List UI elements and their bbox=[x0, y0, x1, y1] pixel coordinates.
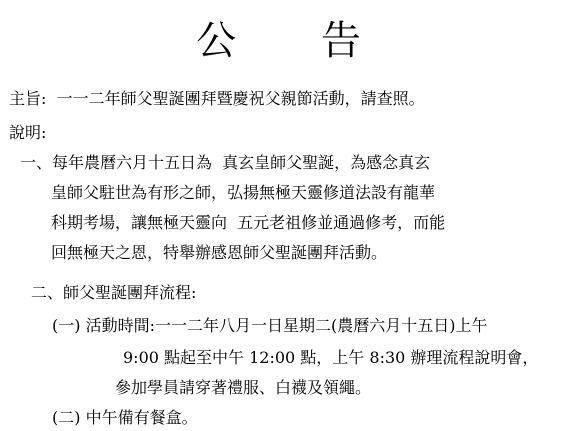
item2-sub2: (二) 中午備有餐盒。 bbox=[52, 408, 198, 427]
document-title: 公 告 bbox=[196, 18, 397, 64]
item2-sub1-line2: 9:00 點起至中午 12:00 點，上午 8:30 辦理流程說明會， bbox=[123, 348, 539, 367]
explanation-label: 說明: bbox=[9, 123, 47, 142]
item2-sub1-line1: (一) 活動時間:一一二年八月一日星期二(農曆六月十五日)上午 bbox=[52, 316, 488, 335]
item1-line1: 一、每年農曆六月十五日為 真玄皇師父聖誕，為感念真玄 bbox=[20, 153, 431, 172]
item1-line2: 皇師父駐世為有形之師，弘揚無極天靈修道法設有龍華 bbox=[51, 183, 436, 202]
item1-line3: 科期考場，讓無極天靈向 五元老祖修並通過修考，而能 bbox=[51, 213, 446, 232]
item2-sub1-line3: 參加學員請穿著禮服、白襪及領繩。 bbox=[115, 378, 372, 397]
item1-line4: 回無極天之恩，特舉辦感恩師父聖誕團拜活動。 bbox=[51, 243, 388, 262]
item2-heading: 二、師父聖誕團拜流程: bbox=[31, 283, 197, 302]
subject-line: 主旨: 一一二年師父聖誕團拜暨慶祝父親節活動，請查照。 bbox=[9, 89, 425, 108]
